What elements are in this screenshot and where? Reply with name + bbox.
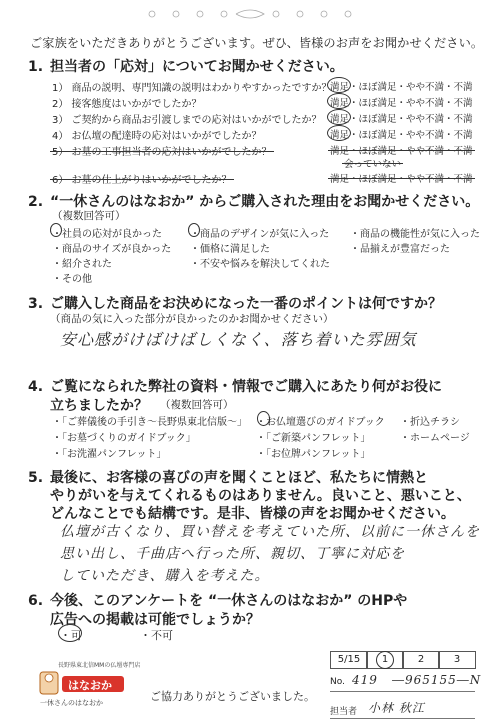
- q1-row-5: 5） お墓の工事担当者の応対はいかがでしたか？: [52, 143, 272, 158]
- q4-option-5[interactable]: ・「ご新築パンフレット」: [256, 433, 371, 444]
- choice-box-3[interactable]: 3: [438, 651, 476, 669]
- q1-row-1: 1） 商品の説明、専門知識の説明はわかりやすかったですか？: [52, 83, 332, 94]
- staff-label: 担当者: [330, 707, 358, 717]
- choice-box-1[interactable]: 1: [366, 651, 404, 669]
- q2-note: （複数回答可）: [52, 210, 126, 222]
- q5-answer-line2[interactable]: 思い出し、千曲店へ行った所、親切、丁寧に対応を: [60, 546, 405, 562]
- q3-title: ご購入した商品をお決めになった一番のポイントは何ですか？: [50, 296, 442, 312]
- q1-heading: [28, 56, 344, 76]
- q5-heading: [28, 467, 428, 487]
- q1-rating-5[interactable]: 満足・ほぼ満足・やや不満・不満: [330, 143, 473, 157]
- q6-line1: 今後、このアンケートを “一休さんのはなおか” のHPや: [50, 593, 408, 609]
- stamp-brand: はなおか: [68, 679, 112, 692]
- q2-option-7[interactable]: ・紹介された: [52, 259, 112, 270]
- q5-line3: どんなことでも結構です。是非、皆様の声をお聞かせください。: [50, 506, 455, 522]
- decorative-border: [140, 6, 360, 22]
- number-label: No.: [330, 677, 345, 687]
- answer-circle: [257, 411, 270, 426]
- q2-number: 2.: [28, 194, 44, 210]
- q6-number: 6.: [28, 593, 44, 609]
- intro-text: ご家族をいただきありがとうございます。ぜひ、皆様のお声をお聞かせください。: [30, 36, 484, 50]
- q1-row-6: 6） お墓の仕上がりはいかがでしたか？: [52, 171, 232, 186]
- thanks-text: ご協力ありがとうございました。: [150, 690, 315, 703]
- answer-circle: [327, 77, 351, 93]
- q4-option-1[interactable]: ・「ご葬儀後の手引き～長野県東北信版～」: [52, 417, 247, 428]
- q4-option-7[interactable]: ・「お洗濯パンフレット」: [52, 449, 167, 460]
- date-box[interactable]: 5/15: [330, 651, 368, 669]
- q5-line1: 最後に、お客様の喜びの声を聞くことほど、私たちに情熱と: [50, 470, 428, 486]
- answer-circle: [327, 109, 351, 125]
- number-underline: [330, 691, 475, 692]
- q4-option-4[interactable]: ・「お墓づくりのガイドブック」: [52, 433, 196, 444]
- q1-title: 担当者の「応対」についてお聞かせください。: [50, 59, 344, 75]
- q4-note: （複数回答可）: [160, 399, 234, 411]
- q1-rating-1[interactable]: 満足・ほぼ満足・やや不満・不満: [330, 82, 473, 93]
- q3-note: （商品の気に入った部分が良かったのかお聞かせください）: [50, 313, 334, 325]
- q6-option-yes[interactable]: ・可: [60, 629, 82, 642]
- q6-option-no[interactable]: ・不可: [140, 629, 173, 642]
- q4-heading: [28, 376, 442, 396]
- q2-title: “一休さんのはなおか” からご購入された理由をお聞かせください。: [50, 194, 480, 210]
- q4-option-3[interactable]: ・折込チラシ: [400, 417, 460, 428]
- q6-line2: 広告への掲載は可能でしょうか？: [50, 612, 260, 628]
- q4-title-line1: ご覧になられた弊社の資料・情報でご購入にあたり何がお役に: [50, 379, 442, 395]
- q3-heading: [28, 293, 442, 313]
- q5-number: 5.: [28, 470, 44, 486]
- q5-answer-line1[interactable]: 仏壇が古くなり、買い替えを考えていた所、以前に一休さんを: [60, 524, 480, 540]
- q4-option-8[interactable]: ・「お位牌パンフレット」: [256, 449, 371, 460]
- q3-number: 3.: [28, 296, 44, 312]
- q2-option-9[interactable]: ・その他: [52, 274, 92, 285]
- q2-option-6[interactable]: ・品揃えが豊富だった: [350, 244, 450, 255]
- q1-row-2: 2） 接客態度はいかがでしたか？: [52, 99, 202, 110]
- answer-circle: [327, 125, 351, 141]
- q1-rating-2[interactable]: 満足・ほぼ満足・やや不満・不満: [330, 98, 473, 109]
- q1-rating-5-not-met[interactable]: 会っていない: [344, 156, 401, 170]
- q5-line2: やりがいを与えてくれるものはありません。良いこと、悪いこと、: [50, 488, 471, 504]
- q2-option-5[interactable]: ・価格に満足した: [190, 244, 270, 255]
- q1-number: 1.: [28, 59, 44, 75]
- q5-answer-line3[interactable]: していただき、購入を考えた。: [60, 568, 270, 584]
- q3-answer[interactable]: 安心感がけばけばしくなく、落ち着いた雰囲気: [60, 330, 417, 349]
- q6-heading: [28, 590, 407, 610]
- phone-value[interactable]: ―965155―N: [392, 673, 482, 687]
- q1-rating-4[interactable]: 満足・ほぼ満足・やや不満・不満: [330, 130, 473, 141]
- q2-option-2[interactable]: ・商品のデザインが気に入った: [190, 229, 330, 240]
- q1-row-4: 4） お仏壇の配達時の応対はいかがでしたか？: [52, 131, 262, 142]
- stamp-bottom-text: 一休さんのはなおか: [40, 699, 103, 707]
- q4-number: 4.: [28, 379, 44, 395]
- q2-option-3[interactable]: ・商品の機能性が気に入った: [350, 229, 480, 240]
- staff-underline: [330, 718, 475, 719]
- q4-title-line2: 立ちましたか？: [50, 398, 148, 414]
- answer-circle: [58, 624, 82, 642]
- choice-box-2[interactable]: 2: [402, 651, 440, 669]
- staff-value[interactable]: 小林 秋江: [368, 701, 425, 715]
- q1-rating-3[interactable]: 満足・ほぼ満足・やや不満・不満: [330, 114, 473, 125]
- answer-circle: [327, 93, 351, 109]
- q2-option-8[interactable]: ・不安や悩みを解決してくれた: [190, 259, 330, 270]
- q2-option-1[interactable]: ・社員の応対が良かった: [52, 229, 162, 240]
- company-stamp: [38, 658, 141, 710]
- stamp-top-text: 長野県東北信MMの仏壇専門店: [58, 662, 141, 669]
- answer-circle: [50, 223, 62, 237]
- q4-option-6[interactable]: ・ホームページ: [400, 433, 470, 444]
- q4-option-2[interactable]: ・お仏壇選びのガイドブック: [256, 417, 385, 428]
- q1-rating-6[interactable]: 満足・ほぼ満足・やや不満・不満: [330, 171, 473, 185]
- number-value[interactable]: 419: [352, 673, 378, 687]
- answer-circle: [376, 651, 394, 669]
- q2-option-4[interactable]: ・商品のサイズが良かった: [52, 244, 172, 255]
- answer-circle: [188, 223, 200, 237]
- q1-row-3: 3） ご契約から商品お引渡しまでの応対はいかがでしたか？: [52, 115, 322, 126]
